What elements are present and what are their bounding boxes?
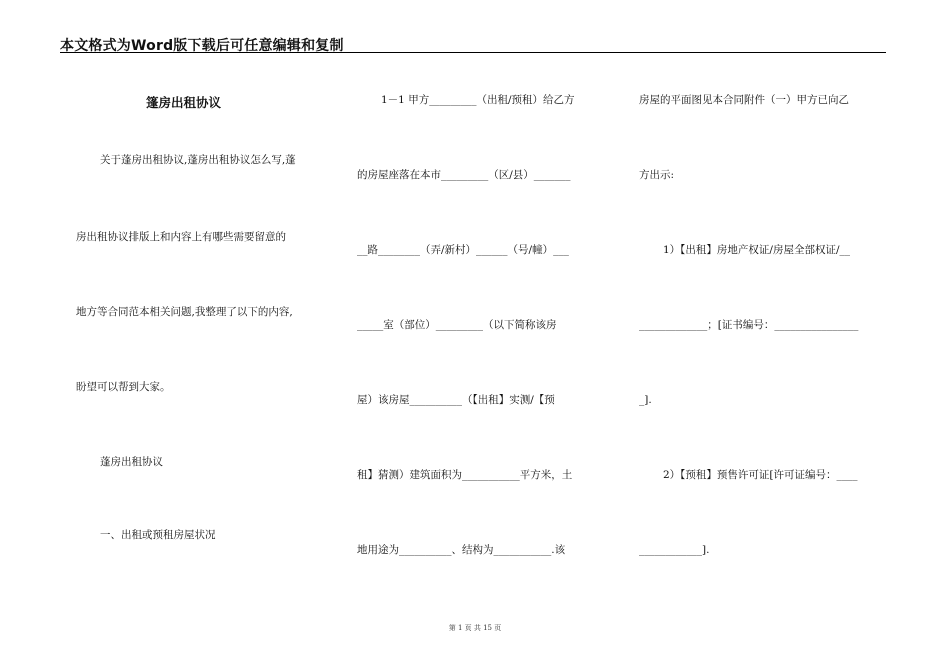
paragraph-line: 地用途为__________、结构为___________.该 [357,544,566,556]
paragraph-line: 屋）该房屋__________（【出租】实测/【预 [357,394,555,406]
paragraph-line: 的房屋座落在本市_________（区/县）_______ [357,169,571,181]
document-title: 篷房出租协议 [146,95,222,110]
paragraph-line: 关于蓬房出租协议,蓬房出租协议怎么写,蓬 [100,154,296,166]
page-footer: 第 1 页 共 15 页 [448,624,502,632]
paragraph-line: 1）【出租】房地产权证/房屋全部权证/__ [663,244,851,256]
paragraph-line: _]. [639,394,652,406]
text-column-1 [76,0,326,672]
paragraph-line: 房出租协议排版上和内容上有哪些需要留意的 [76,231,286,243]
text-column-3 [639,0,889,672]
text-column-2 [357,0,607,672]
section-heading: 一、出租或预租房屋状况 [100,529,216,541]
paragraph-line: ____________]. [639,544,710,556]
section-heading: 蓬房出租协议 [100,456,163,468]
paragraph-line: 2）【预租】预售许可证[许可证编号：____ [663,469,858,481]
paragraph-line: 租】猜测）建筑面积为___________平方米，土 [357,469,573,481]
paragraph-line: __路________（弄/新村）______（号/幢）___ [357,244,569,256]
paragraph-line: _____室（部位）_________（以下简称该房 [357,319,557,331]
paragraph-line: 方出示: [639,169,675,181]
paragraph-line: _____________；[证书编号：________________ [639,319,859,331]
header-title: 本文格式为Word版下载后可任意编辑和复制 [60,38,344,54]
paragraph-line: 盼望可以帮到大家。 [76,381,171,393]
paragraph-line: 房屋的平面图见本合同附件（一）甲方已向乙 [639,94,849,106]
paragraph-line: 地方等合同范本相关问题,我整理了以下的内容, [76,306,293,318]
paragraph-line: 1－1 甲方_________（出租/预租）给乙方 [381,94,575,106]
